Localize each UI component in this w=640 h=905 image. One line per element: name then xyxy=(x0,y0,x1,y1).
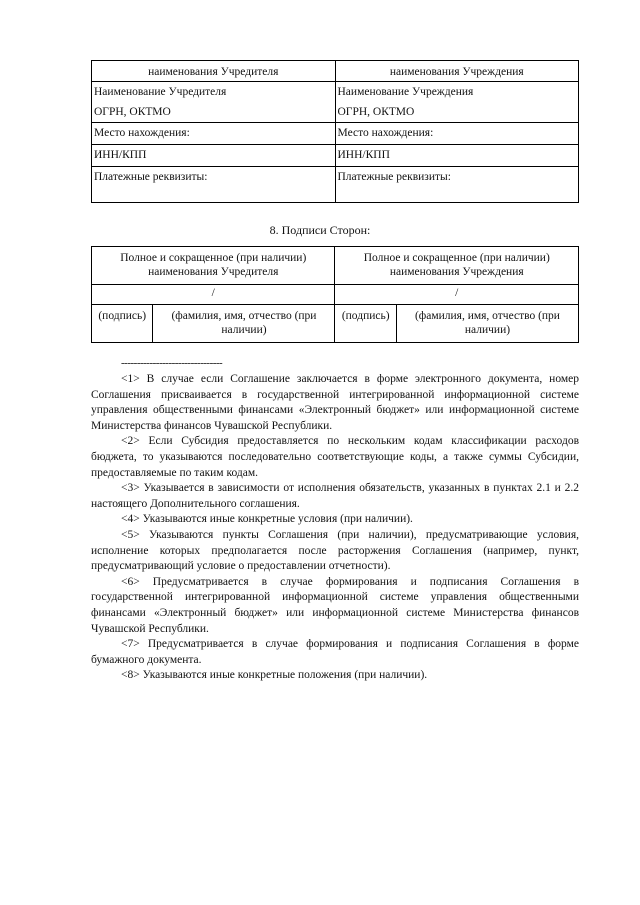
sig-institution-fio-label: (фамилия, имя, отчество (при наличии) xyxy=(396,305,578,343)
founder-payment: Платежные реквизиты: xyxy=(92,167,336,203)
institution-inn: ИНН/КПП xyxy=(335,145,579,167)
footnote: <4> Указываются иные конкретные условия (при наличии). xyxy=(121,513,413,526)
footnote: <3> Указывается в зависимости от исполнения обязательств, указанных в пунктах 2.1 и 2.2 настоящего Дополнительного соглашения. xyxy=(91,482,579,510)
footnote: <1> В случае если Соглашение заключается в форме электронного документа, номер Соглашения присваивается в государственной интегрированной информационной системе управления общественными финансами «Электронный бюджет» или информационной системе Министерства финансов Чувашской Республики. xyxy=(91,373,579,432)
founder-header: наименования Учредителя xyxy=(92,61,336,82)
sig-founder-fio-label: (фамилия, имя, отчество (при наличии) xyxy=(153,305,335,343)
footnote: <6> Предусматривается в случае формирования и подписания Соглашения в государственной интегрированной информационной системе управления общественными финансами «Электронный бюджет» или информационной системе Министерства финансов Чувашской Республики. xyxy=(91,575,579,635)
footnote: <8> Указываются иные конкретные положения (при наличии). xyxy=(121,669,428,682)
sig-institution-line: / xyxy=(335,285,579,305)
founder-name: Наименование Учредителя xyxy=(92,82,336,101)
founder-inn: ИНН/КПП xyxy=(92,145,336,167)
institution-payment: Платежные реквизиты: xyxy=(335,167,579,203)
sig-founder-header: Полное и сокращенное (при наличии) наименования Учредителя xyxy=(92,247,335,285)
requisites-table xyxy=(91,60,579,203)
founder-ogrn: ОГРН, ОКТМО xyxy=(92,101,336,123)
footnote-separator: -------------------------------- xyxy=(121,357,223,369)
footnote: <2> Если Субсидия предоставляется по нескольким кодам классификации расходов бюджета, то указываются последовательно соответствующие коды, а также суммы Субсидии, предоставляемые по таким кодам. xyxy=(91,435,579,479)
sig-institution-header: Полное и сокращенное (при наличии) наименования Учреждения xyxy=(335,247,579,285)
footnotes xyxy=(91,372,579,684)
signatures-table xyxy=(91,246,579,343)
institution-header: наименования Учреждения xyxy=(335,61,579,82)
sig-institution-sign-label: (подпись) xyxy=(335,305,396,343)
footnote: <7> Предусматривается в случае формирования и подписания Соглашения в форме бумажного документа. xyxy=(91,638,579,666)
institution-location: Место нахождения: xyxy=(335,123,579,145)
institution-ogrn: ОГРН, ОКТМО xyxy=(335,101,579,123)
sig-founder-sign-label: (подпись) xyxy=(92,305,153,343)
sig-founder-line: / xyxy=(92,285,335,305)
footnote: <5> Указываются пункты Соглашения (при наличии), предусматривающие условия, исполнение которых предполагается после расторжения Соглашения (например, пункт, предусматривающий условие о предоставлении отчетности). xyxy=(91,528,579,573)
signatures-title: 8. Подписи Сторон: xyxy=(269,223,371,237)
founder-location: Место нахождения: xyxy=(92,123,336,145)
institution-name: Наименование Учреждения xyxy=(335,82,579,101)
